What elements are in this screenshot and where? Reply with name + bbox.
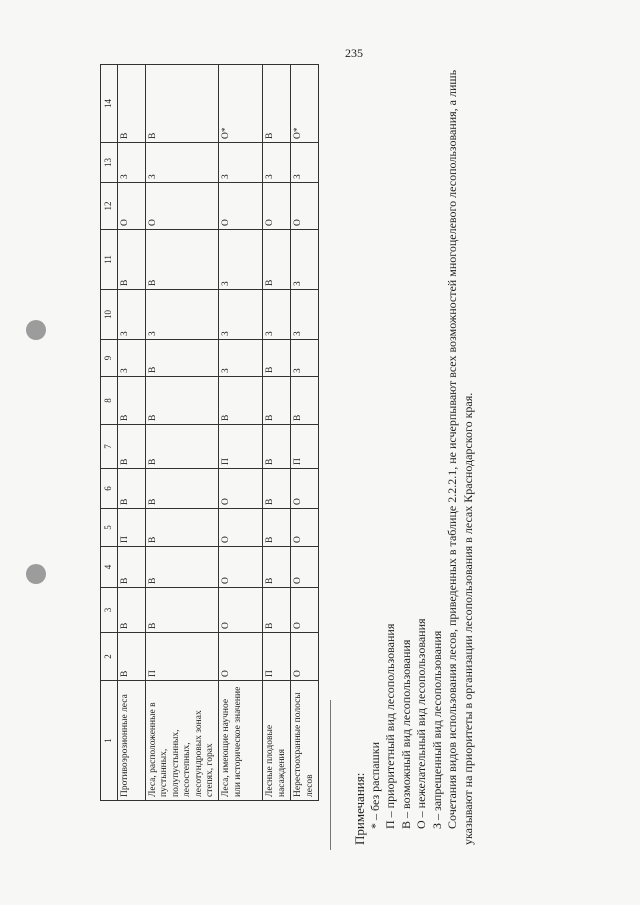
table-cell: В [263, 340, 291, 377]
table-cell: В [146, 469, 219, 509]
column-header: 13 [101, 143, 118, 183]
table-row [291, 65, 319, 801]
forest-use-table [100, 65, 315, 801]
table-cell: В [118, 547, 146, 588]
note-item: П – приоритетный вид лесопользования [383, 623, 397, 829]
table-cell: В [146, 547, 219, 588]
table-cell: З [219, 230, 263, 290]
table-cell: В [146, 588, 219, 633]
column-header: 4 [101, 547, 118, 588]
column-header: 3 [101, 588, 118, 633]
note-item: З – запрещенный вид лесопользования [429, 630, 444, 829]
row-name: Леса, расположенные в пустынных, полупустынных, лесостепных, лесотундровых зонах степях, горах [146, 681, 219, 801]
note-item: О – нежелательный вид лесопользования [414, 618, 428, 829]
table-cell: О [291, 633, 319, 681]
table-cell: О [291, 469, 319, 509]
table-cell: В [146, 425, 219, 469]
table-cell: В [263, 469, 291, 509]
table-cell: В [263, 230, 291, 290]
column-header: 11 [101, 230, 118, 290]
table-cell: П [291, 425, 319, 469]
table-cell: О [118, 183, 146, 230]
notes-paragraph: Сочетания видов использования лесов, приведенных в таблице 2.2.2.1, не исчерпывают всех возможностей многоцелевого лесопользования, а лишь указывают на приоритеты в организации лесопользования в лесах Краснодарского края. [445, 69, 475, 845]
table-row [118, 65, 146, 801]
table-cell: П [118, 509, 146, 547]
table-cell: В [263, 588, 291, 633]
table-cell: О [263, 183, 291, 230]
table-cell: З [118, 143, 146, 183]
column-header: 7 [101, 425, 118, 469]
column-header: 6 [101, 469, 118, 509]
table-cell: В [263, 65, 291, 143]
column-header: 2 [101, 633, 118, 681]
notes-block [352, 65, 517, 845]
table-cell: В [146, 340, 219, 377]
table-cell: П [219, 425, 263, 469]
row-name: Нерестоохранные полосы лесов [291, 681, 319, 801]
footnote-separator [330, 700, 331, 850]
page-number: 235 [345, 46, 363, 60]
table-cell: О* [219, 65, 263, 143]
table-cell: В [263, 509, 291, 547]
table-cell: О [146, 183, 219, 230]
table-cell: О [219, 183, 263, 230]
column-header: 9 [101, 340, 118, 377]
table-cell: О [291, 509, 319, 547]
table-row [219, 65, 263, 801]
table-row [146, 65, 219, 801]
table-cell: З [118, 340, 146, 377]
table-cell: В [263, 425, 291, 469]
table-cell: О [291, 547, 319, 588]
table-cell: В [263, 547, 291, 588]
note-item: В – возможный вид лесопользования [398, 639, 413, 829]
table-cell: З [291, 230, 319, 290]
table-cell: В [118, 377, 146, 425]
table-cell: З [219, 290, 263, 340]
column-header: 8 [101, 377, 118, 425]
table-row [263, 65, 291, 801]
table-cell: В [118, 469, 146, 509]
binder-hole-bottom [26, 564, 46, 584]
table-cell: О* [291, 65, 319, 143]
table-cell: О [219, 509, 263, 547]
column-header: 1 [101, 681, 118, 801]
notes-title: Примечания: [352, 772, 367, 845]
table-cell: П [263, 633, 291, 681]
table-cell: З [263, 290, 291, 340]
table-cell: З [263, 143, 291, 183]
table-cell: З [118, 290, 146, 340]
column-header: 14 [101, 65, 118, 143]
table-cell: З [146, 290, 219, 340]
table-cell: В [146, 230, 219, 290]
table-cell: В [118, 230, 146, 290]
row-name: Противоэрозионные леса [118, 681, 146, 801]
table-cell: О [219, 547, 263, 588]
table-cell: О [291, 588, 319, 633]
table-cell: В [291, 377, 319, 425]
table-cell: З [219, 340, 263, 377]
table-cell: О [219, 633, 263, 681]
table-cell: В [146, 65, 219, 143]
column-header: 10 [101, 290, 118, 340]
table-cell: З [291, 290, 319, 340]
table-cell: О [291, 183, 319, 230]
table-cell: В [146, 377, 219, 425]
table-cell: В [118, 633, 146, 681]
table-cell: З [291, 143, 319, 183]
table-cell: В [118, 425, 146, 469]
table-cell: В [219, 377, 263, 425]
table-header-row [101, 65, 118, 801]
table-cell: В [146, 509, 219, 547]
note-item: * – без распашки [367, 741, 382, 829]
table-cell: В [263, 377, 291, 425]
binder-hole-top [26, 320, 46, 340]
table-cell: В [118, 65, 146, 143]
row-name: Леса, имеющие научное или историческое значение [219, 681, 263, 801]
table-cell: З [146, 143, 219, 183]
table-cell: О [219, 469, 263, 509]
column-header: 12 [101, 183, 118, 230]
table-cell: В [118, 588, 146, 633]
table-cell: О [219, 588, 263, 633]
table-cell: З [291, 340, 319, 377]
table-cell: П [146, 633, 219, 681]
column-header: 5 [101, 509, 118, 547]
row-name: Лесные плодовые насаждения [263, 681, 291, 801]
table-cell: З [219, 143, 263, 183]
